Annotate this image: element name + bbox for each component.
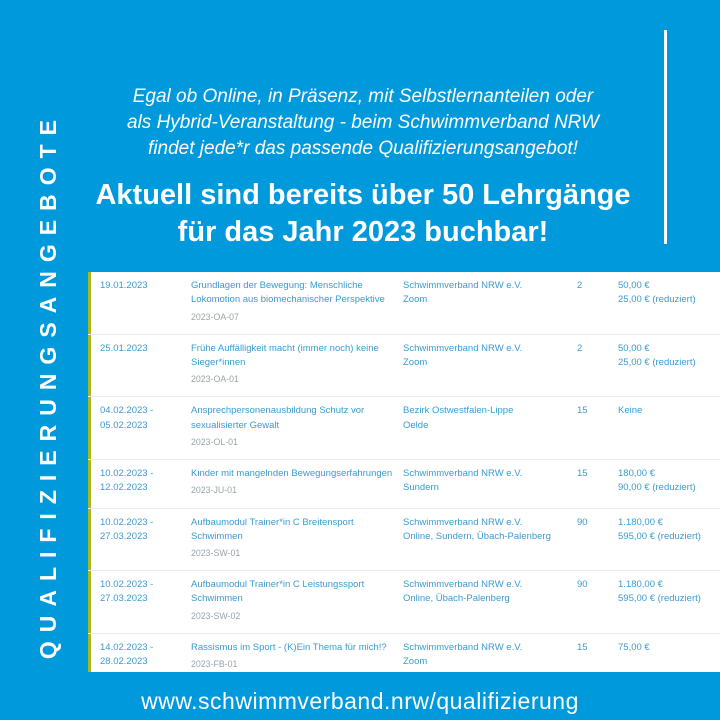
- course-price-reduced: 25,00 € (reduziert): [618, 294, 696, 306]
- course-location: Online, Übach-Palenberg: [403, 593, 510, 605]
- table-row-content: [88, 335, 720, 397]
- course-organizer-cell: [403, 279, 563, 308]
- course-units: 90: [577, 579, 588, 591]
- course-price-cell: [618, 516, 720, 545]
- course-title-link[interactable]: Aufbaumodul Trainer*in C Breitensport Schwimmen: [191, 516, 354, 542]
- table-row: [88, 397, 720, 460]
- table-row-content: [88, 634, 720, 672]
- course-location: Zoom: [403, 356, 428, 368]
- course-price-cell: [618, 641, 720, 655]
- course-title-link[interactable]: Aufbaumodul Trainer*in C Leistungssport Schwimmen: [191, 579, 365, 605]
- course-organizer-cell: [403, 578, 563, 607]
- course-organizer: Schwimmverband NRW e.V.: [403, 641, 523, 653]
- course-units: 2: [577, 342, 583, 354]
- table-row-content: [88, 509, 720, 571]
- course-date: 10.02.2023 - 27.03.2023: [100, 579, 154, 605]
- course-organizer: Schwimmverband NRW e.V.: [403, 342, 523, 354]
- course-price-reduced: 90,00 € (reduziert): [618, 482, 696, 494]
- course-title-link[interactable]: Ansprechpersonenausbildung Schutz vor sexualisierter Gewalt: [191, 405, 365, 431]
- course-code: 2023-OA-07: [191, 311, 239, 322]
- course-title-link[interactable]: Frühe Auffälligkeit macht (immer noch) keine Sieger*innen: [191, 342, 379, 368]
- headline-line: für das Jahr 2023 buchbar!: [177, 216, 549, 248]
- course-title-cell: [191, 342, 403, 387]
- course-location: Zoom: [403, 656, 428, 668]
- course-location: Oelde: [403, 419, 429, 431]
- course-units: 15: [577, 405, 588, 417]
- table-row: [88, 460, 720, 508]
- course-price-reduced: 595,00 € (reduziert): [618, 530, 701, 542]
- table-row: [88, 335, 720, 398]
- course-organizer-cell: [403, 516, 563, 545]
- course-price: 1.180,00 €: [618, 579, 663, 591]
- course-title-cell: [191, 279, 403, 324]
- course-code: 2023-JU-01: [191, 485, 237, 496]
- course-code: 2023-FB-01: [191, 659, 238, 670]
- course-code: 2023-SW-02: [191, 610, 241, 621]
- course-units: 15: [577, 468, 588, 480]
- course-title-link[interactable]: Kinder mit mangelnden Bewegungserfahrungen: [191, 468, 393, 480]
- course-date: 10.02.2023 - 27.03.2023: [100, 516, 154, 542]
- course-title-link[interactable]: Grundlagen der Bewegung: Menschliche Lokomotion aus biomechanischer Perspektive: [191, 280, 385, 306]
- course-price-cell: [618, 578, 720, 607]
- course-organizer: Schwimmverband NRW e.V.: [403, 468, 523, 480]
- course-units: 2: [577, 280, 583, 291]
- course-organizer-cell: [403, 467, 563, 496]
- intro-text: [80, 84, 646, 162]
- table-row-content: [88, 272, 720, 334]
- course-organizer-cell: [403, 641, 563, 670]
- course-code: 2023-OA-01: [191, 374, 239, 385]
- table-row: [88, 634, 720, 672]
- course-units: 15: [577, 641, 588, 653]
- intro-line: Egal ob Online, in Präsenz, mit Selbstlernanteilen oder: [132, 86, 594, 107]
- course-organizer: Schwimmverband NRW e.V.: [403, 579, 523, 591]
- intro-line: als Hybrid-Veranstaltung - beim Schwimmverband NRW: [127, 112, 599, 133]
- intro-line: findet jede*r das passende Qualifizierungsangebot!: [148, 138, 578, 159]
- course-price: 1.180,00 €: [618, 516, 663, 528]
- course-title-link[interactable]: Rassismus im Sport - (K)Ein Thema für mich!?: [191, 641, 387, 653]
- course-location: Sundern: [403, 482, 439, 494]
- vertical-title-rail: [24, 96, 72, 674]
- course-price: 180,00 €: [618, 468, 655, 480]
- course-location: Zoom: [403, 294, 428, 306]
- course-table: [88, 272, 720, 672]
- course-organizer: Bezirk Ostwestfalen-Lippe: [403, 405, 514, 417]
- course-price-reduced: 25,00 € (reduziert): [618, 356, 696, 368]
- table-row-content: [88, 397, 720, 459]
- course-price-cell: [618, 279, 720, 308]
- course-code: 2023-SW-01: [191, 548, 241, 558]
- course-title-cell: [191, 404, 403, 449]
- course-title-cell: [191, 516, 403, 561]
- course-organizer-cell: [403, 342, 563, 371]
- course-table-body: [88, 272, 720, 672]
- course-price: 75,00 €: [618, 641, 650, 653]
- footer-url-link[interactable]: www.schwimmverband.nrw/qualifizierung: [141, 688, 579, 714]
- vertical-divider-line: [664, 30, 667, 244]
- table-row-content: [88, 571, 720, 633]
- table-row: [88, 571, 720, 634]
- course-price-cell: [618, 404, 720, 418]
- course-date: 14.02.2023 - 28.02.2023: [100, 641, 154, 668]
- vertical-title-label: QUALIFIZIERUNGSANGEBOTE: [34, 110, 61, 660]
- course-title-cell: [191, 578, 403, 623]
- course-location: Online, Sundern, Übach-Palenberg: [403, 530, 551, 542]
- course-price-cell: [618, 342, 720, 371]
- course-code: 2023-OL-01: [191, 436, 238, 447]
- course-title-cell: [191, 467, 403, 497]
- course-price: Keine: [618, 405, 643, 417]
- course-organizer-cell: [403, 404, 563, 433]
- headline: [80, 177, 646, 251]
- course-price-cell: [618, 467, 720, 496]
- course-price: 50,00 €: [618, 280, 650, 291]
- course-organizer: Schwimmverband NRW e.V.: [403, 516, 523, 528]
- course-date: 04.02.2023 - 05.02.2023: [100, 405, 154, 431]
- course-date: 10.02.2023 - 12.02.2023: [100, 468, 154, 494]
- course-price: 50,00 €: [618, 342, 650, 354]
- table-row-content: [88, 460, 720, 507]
- course-date: 19.01.2023: [100, 280, 148, 291]
- course-date: 25.01.2023: [100, 342, 148, 354]
- course-organizer: Schwimmverband NRW e.V.: [403, 280, 523, 291]
- headline-line: Aktuell sind bereits über 50 Lehrgänge: [95, 179, 631, 211]
- course-title-cell: [191, 641, 403, 671]
- course-units: 90: [577, 516, 588, 528]
- table-row: [88, 272, 720, 335]
- table-row: [88, 509, 720, 572]
- course-price-reduced: 595,00 € (reduziert): [618, 593, 701, 605]
